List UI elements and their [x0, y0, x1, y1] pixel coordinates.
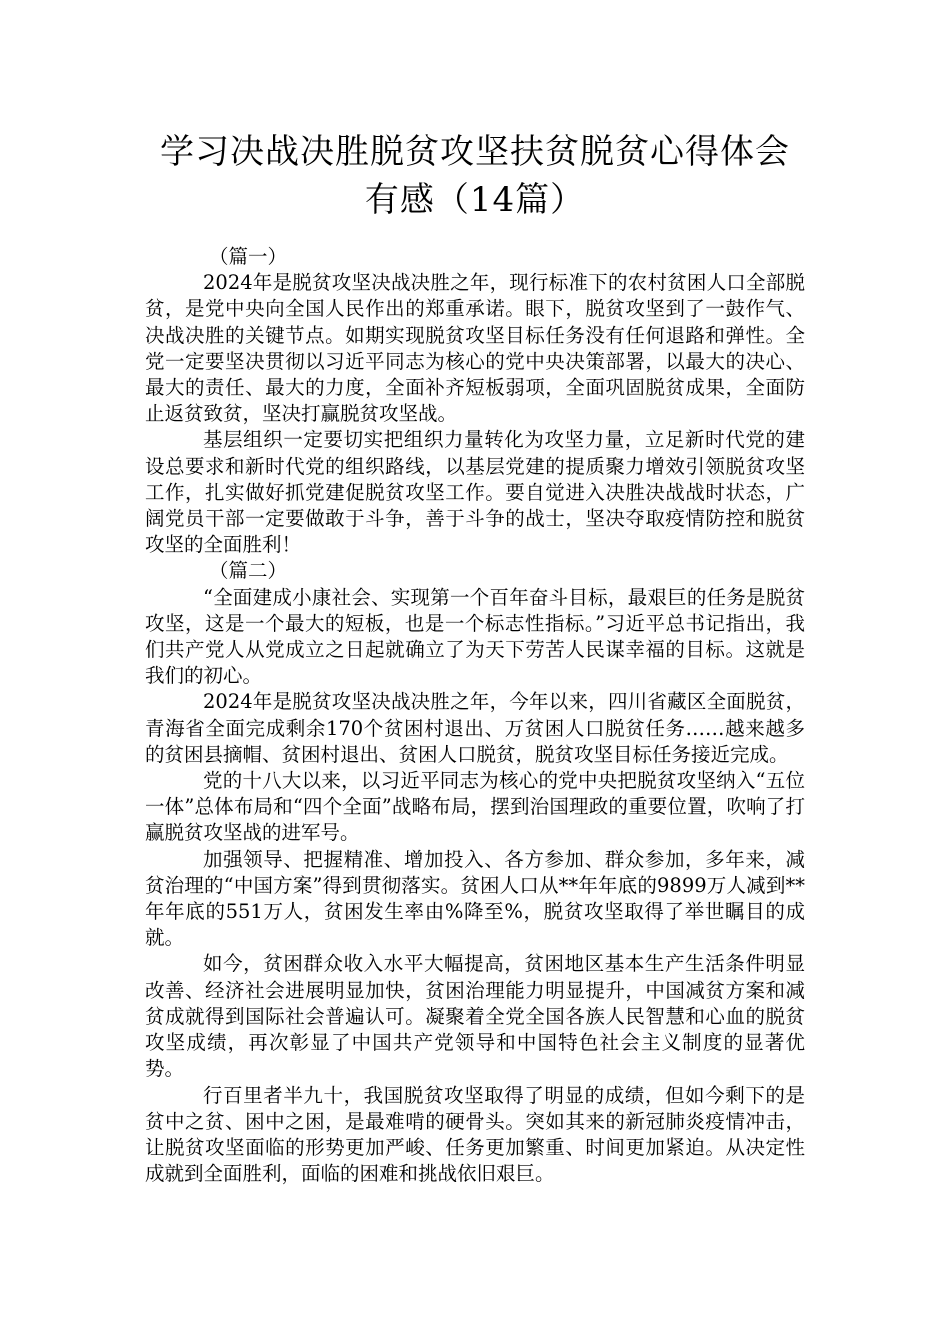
section-heading: （篇二）: [209, 559, 288, 583]
paragraph: 如今，贫困群众收入水平大幅提高，贫困地区基本生产生活条件明显改善、经济社会进展明显加快，贫困治理能力明显提升，中国减贫方案和减贫成就得到国际社会普遍认可。凝聚着全党全国各族人民智慧和心血的脱贫攻坚成绩，再次彰显了中国共产党领导和中国特色社会主义制度的显著优势。: [145, 952, 805, 1081]
document-body: [145, 244, 805, 1187]
paragraph: 基层组织一定要切实把组织力量转化为攻坚力量，立足新时代党的建设总要求和新时代党的组织路线，以基层党建的提质聚力增效引领脱贫攻坚工作，扎实做好抓党建促脱贫攻坚工作。要自觉进入决胜决战战时状态，广阔党员干部一定要做敢于斗争，善于斗争的战士，坚决夺取疫情防控和脱贫攻坚的全面胜利！: [145, 428, 805, 557]
paragraph: 2024年是脱贫攻坚决战决胜之年，现行标准下的农村贫困人口全部脱贫，是党中央向全国人民作出的郑重承诺。眼下，脱贫攻坚到了一鼓作气、决战决胜的关键节点。如期实现脱贫攻坚目标任务没有任何退路和弹性。全党一定要坚决贯彻以习近平同志为核心的党中央决策部署，以最大的决心、最大的责任、最大的力度，全面补齐短板弱项，全面巩固脱贫成果，全面防止返贫致贫，坚决打赢脱贫攻坚战。: [145, 271, 805, 426]
paragraph: 行百里者半九十，我国脱贫攻坚取得了明显的成绩，但如今剩下的是贫中之贫、困中之困，是最难啃的硬骨头。突如其来的新冠肺炎疫情冲击，让脱贫攻坚面临的形势更加严峻、任务更加繁重、时间更加紧迫。从决定性成就到全面胜利，面临的困难和挑战依旧艰巨。: [145, 1083, 805, 1186]
paragraph: 2024年是脱贫攻坚决战决胜之年，今年以来，四川省藏区全面脱贫，青海省全面完成剩余170个贫困村退出、万贫困人口脱贫任务……越来越多的贫困县摘帽、贫困村退出、贫困人口脱贫，脱贫攻坚目标任务接近完成。: [145, 690, 805, 766]
paragraph: 加强领导、把握精准、增加投入、各方参加、群众参加，多年来，减贫治理的“中国方案”得到贯彻落实。贫困人口从**年年底的9899万人减到**年年底的551万人，贫困发生率由%降至%，脱贫攻坚取得了举世瞩目的成就。: [145, 847, 805, 950]
paragraph: “全面建成小康社会、实现第一个百年奋斗目标，最艰巨的任务是脱贫攻坚，这是一个最大的短板，也是一个标志性指标。”习近平总书记指出，我们共产党人从党成立之日起就确立了为天下劳苦人民谋幸福的目标。这就是我们的初心。: [145, 585, 805, 688]
document-title: 学习决战决胜脱贫攻坚扶贫脱贫心得体会有感（14篇）: [160, 132, 790, 220]
paragraph: 党的十八大以来，以习近平同志为核心的党中央把脱贫攻坚纳入“五位一体”总体布局和“四个全面”战略布局，摆到治国理政的重要位置，吹响了打赢脱贫攻坚战的进军号。: [145, 769, 805, 845]
section-heading: （篇一）: [209, 245, 288, 268]
